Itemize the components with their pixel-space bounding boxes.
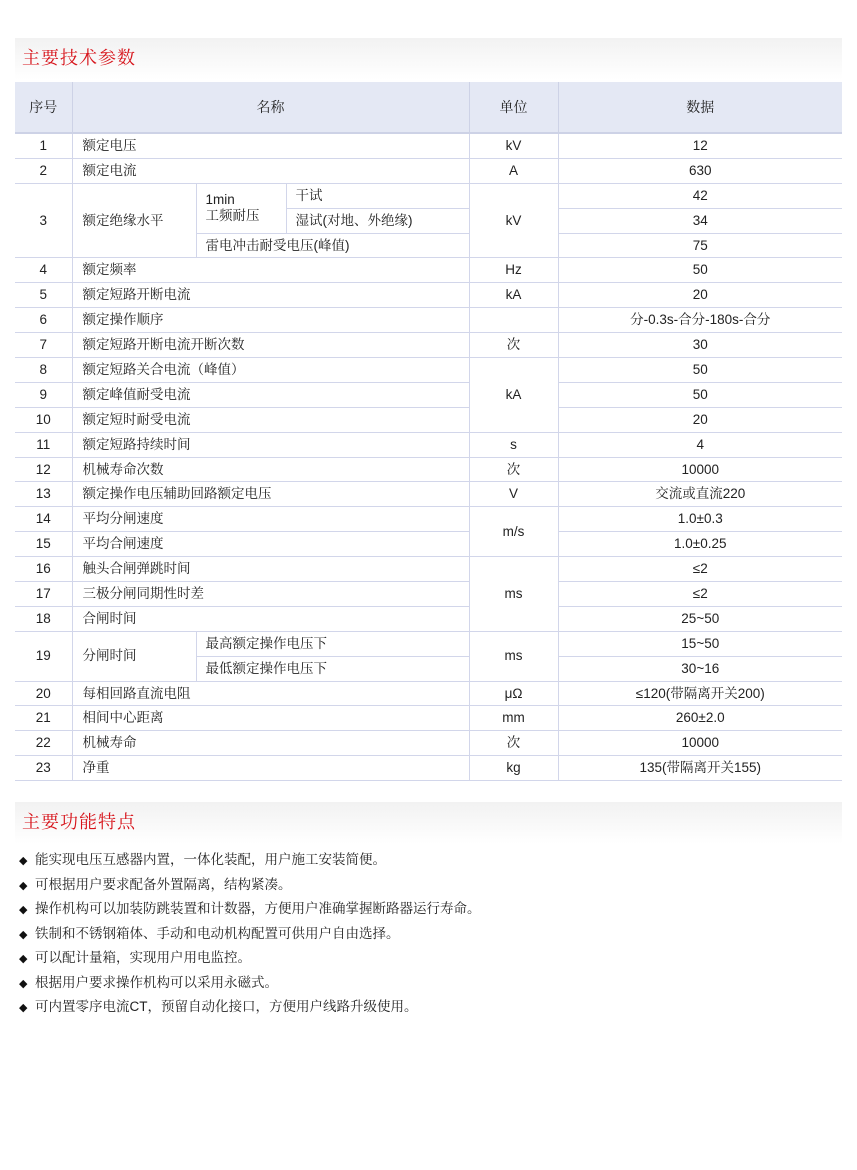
row-unit: kA: [469, 358, 558, 433]
table-header-row: [15, 82, 842, 133]
row-value: 135(带隔离开关155): [558, 756, 842, 781]
row-value: 分-0.3s-合分-180s-合分: [558, 308, 842, 333]
row-subname-lightning: 雷电冲击耐受电压(峰值): [196, 233, 469, 258]
feature-text: 能实现电压互感器内置，一体化装配，用户施工安装简便。: [35, 852, 386, 867]
row-unit: 次: [469, 333, 558, 358]
row-unit: mm: [469, 706, 558, 731]
table-row: [15, 457, 842, 482]
list-item: [19, 995, 481, 1020]
row-no: 11: [15, 432, 72, 457]
section-heading-band: [15, 802, 842, 844]
row-unit: s: [469, 432, 558, 457]
row-unit: kg: [469, 756, 558, 781]
row-value: 75: [558, 233, 842, 258]
row-unit: μΩ: [469, 681, 558, 706]
section-heading-band: [15, 38, 842, 80]
row-unit: 次: [469, 731, 558, 756]
row-no: 22: [15, 731, 72, 756]
header-name: 名称: [72, 82, 469, 133]
row-value: 50: [558, 382, 842, 407]
list-item: [19, 922, 481, 947]
row-unit: A: [469, 158, 558, 183]
row-no: 6: [15, 308, 72, 333]
row-name: 额定峰值耐受电流: [72, 382, 469, 407]
table-row: [15, 133, 842, 158]
row-unit: ms: [469, 631, 558, 681]
table-row: [15, 557, 842, 582]
diamond-icon: ◆: [19, 977, 28, 990]
table-row: [15, 432, 842, 457]
row-name: 机械寿命次数: [72, 457, 469, 482]
diamond-icon: ◆: [19, 904, 28, 916]
row-unit: V: [469, 482, 558, 507]
row-value: 10000: [558, 731, 842, 756]
table-row: [15, 258, 842, 283]
feature-text: 操作机构可以加装防跳装置和计数器，方便用户准确掌握断路器运行寿命。: [35, 901, 481, 916]
header-data: 数据: [558, 82, 842, 133]
header-unit: 单位: [469, 82, 558, 133]
row-value: ≤2: [558, 557, 842, 582]
list-item: [19, 897, 481, 922]
row-value: 30: [558, 333, 842, 358]
table-row: [15, 631, 842, 656]
row-no: 12: [15, 457, 72, 482]
table-row: [15, 308, 842, 333]
diamond-icon: ◆: [19, 855, 28, 867]
row-value: 34: [558, 208, 842, 233]
row-name: 额定操作电压辅助回路额定电压: [72, 482, 469, 507]
row-value: 630: [558, 158, 842, 183]
table-row: [15, 382, 842, 407]
row-name: 额定绝缘水平: [72, 183, 196, 258]
row-subname-wet: 湿试(对地、外绝缘): [286, 208, 469, 233]
row-name: 额定短路开断电流: [72, 283, 469, 308]
row-value: 50: [558, 358, 842, 383]
row-value: 4: [558, 432, 842, 457]
table-row: [15, 482, 842, 507]
section-title-features: 主要功能特点: [22, 812, 136, 832]
row-no: 2: [15, 158, 72, 183]
diamond-icon: ◆: [19, 928, 28, 941]
row-name: 三极分闸同期性时差: [72, 582, 469, 607]
table-row: [15, 158, 842, 183]
list-item: [19, 971, 481, 996]
row-value: 50: [558, 258, 842, 283]
row-name: 额定电压: [72, 133, 469, 158]
row-unit: kA: [469, 283, 558, 308]
row-no: 19: [15, 631, 72, 681]
table-row: [15, 582, 842, 607]
row-no: 13: [15, 482, 72, 507]
row-name: 额定短路持续时间: [72, 432, 469, 457]
row-subname-dry: 干试: [286, 183, 469, 208]
row-value: 1.0±0.3: [558, 507, 842, 532]
row-value: 42: [558, 183, 842, 208]
feature-text: 根据用户要求操作机构可以采用永磁式。: [35, 974, 278, 990]
row-no: 14: [15, 507, 72, 532]
row-unit: ms: [469, 557, 558, 632]
section-title-specs: 主要技术参数: [22, 48, 136, 68]
feature-list: [19, 848, 481, 1020]
diamond-icon: ◆: [19, 879, 28, 892]
row-value: 260±2.0: [558, 706, 842, 731]
diamond-icon: ◆: [19, 1002, 28, 1014]
spec-table: [15, 82, 842, 781]
row-unit: m/s: [469, 507, 558, 557]
row-value: ≤120(带隔离开关200): [558, 681, 842, 706]
list-item: [19, 873, 481, 898]
row-no: 5: [15, 283, 72, 308]
row-value: 交流或直流220: [558, 482, 842, 507]
row-name: 额定短路关合电流（峰值）: [72, 358, 469, 383]
row-value: ≤2: [558, 582, 842, 607]
row-name: 额定操作顺序: [72, 308, 469, 333]
row-name: 触头合闸弹跳时间: [72, 557, 469, 582]
row-no: 10: [15, 407, 72, 432]
row-name: 合闸时间: [72, 606, 469, 631]
sub-label-duration: 1min: [205, 192, 235, 208]
row-unit: [469, 308, 558, 333]
table-row: [15, 283, 842, 308]
row-no: 20: [15, 681, 72, 706]
row-value: 20: [558, 283, 842, 308]
feature-text: 可内置零序电流CT，预留自动化接口，方便用户线路升级使用。: [35, 999, 418, 1014]
row-no: 16: [15, 557, 72, 582]
row-value: 15~50: [558, 631, 842, 656]
row-no: 23: [15, 756, 72, 781]
row-name: 平均分闸速度: [72, 507, 469, 532]
row-no: 4: [15, 258, 72, 283]
row-no: 7: [15, 333, 72, 358]
feature-text: 铁制和不锈钢箱体、手动和电动机构配置可供用户自由选择。: [35, 925, 400, 941]
diamond-icon: ◆: [19, 953, 28, 965]
table-row: [15, 681, 842, 706]
row-name: 每相回路直流电阻: [72, 681, 469, 706]
row-no: 15: [15, 532, 72, 557]
row-subname-power-frequency: [196, 183, 286, 233]
row-name: 平均合闸速度: [72, 532, 469, 557]
row-value: 10000: [558, 457, 842, 482]
feature-text: 可根据用户要求配备外置隔离，结构紧凑。: [35, 876, 292, 892]
row-name: 机械寿命: [72, 731, 469, 756]
row-no: 18: [15, 606, 72, 631]
row-unit: 次: [469, 457, 558, 482]
row-no: 1: [15, 133, 72, 158]
table-row: [15, 756, 842, 781]
table-row: [15, 606, 842, 631]
table-row: [15, 532, 842, 557]
row-unit: Hz: [469, 258, 558, 283]
row-value: 30~16: [558, 656, 842, 681]
table-row: [15, 333, 842, 358]
table-row: [15, 358, 842, 383]
table-row: [15, 183, 842, 208]
row-value: 20: [558, 407, 842, 432]
table-row: [15, 706, 842, 731]
row-name: 相间中心距离: [72, 706, 469, 731]
row-name: 额定短时耐受电流: [72, 407, 469, 432]
row-name: 额定短路开断电流开断次数: [72, 333, 469, 358]
row-unit: kV: [469, 133, 558, 158]
list-item: [19, 946, 481, 971]
row-subname-min-voltage: 最低额定操作电压下: [196, 656, 469, 681]
row-subname-max-voltage: 最高额定操作电压下: [196, 631, 469, 656]
sub-label-withstand: 工频耐压: [205, 208, 260, 224]
table-row: [15, 407, 842, 432]
header-no: 序号: [15, 82, 72, 133]
row-name: 额定频率: [72, 258, 469, 283]
row-no: 21: [15, 706, 72, 731]
row-no: 17: [15, 582, 72, 607]
row-no: 8: [15, 358, 72, 383]
row-value: 1.0±0.25: [558, 532, 842, 557]
row-name: 净重: [72, 756, 469, 781]
list-item: [19, 848, 481, 873]
row-no: 3: [15, 183, 72, 258]
table-row: [15, 731, 842, 756]
row-name: 分闸时间: [72, 631, 196, 681]
row-value: 25~50: [558, 606, 842, 631]
table-row: [15, 507, 842, 532]
feature-text: 可以配计量箱，实现用户用电监控。: [35, 950, 251, 965]
row-name: 额定电流: [72, 158, 469, 183]
row-no: 9: [15, 382, 72, 407]
row-unit: kV: [469, 183, 558, 258]
row-value: 12: [558, 133, 842, 158]
